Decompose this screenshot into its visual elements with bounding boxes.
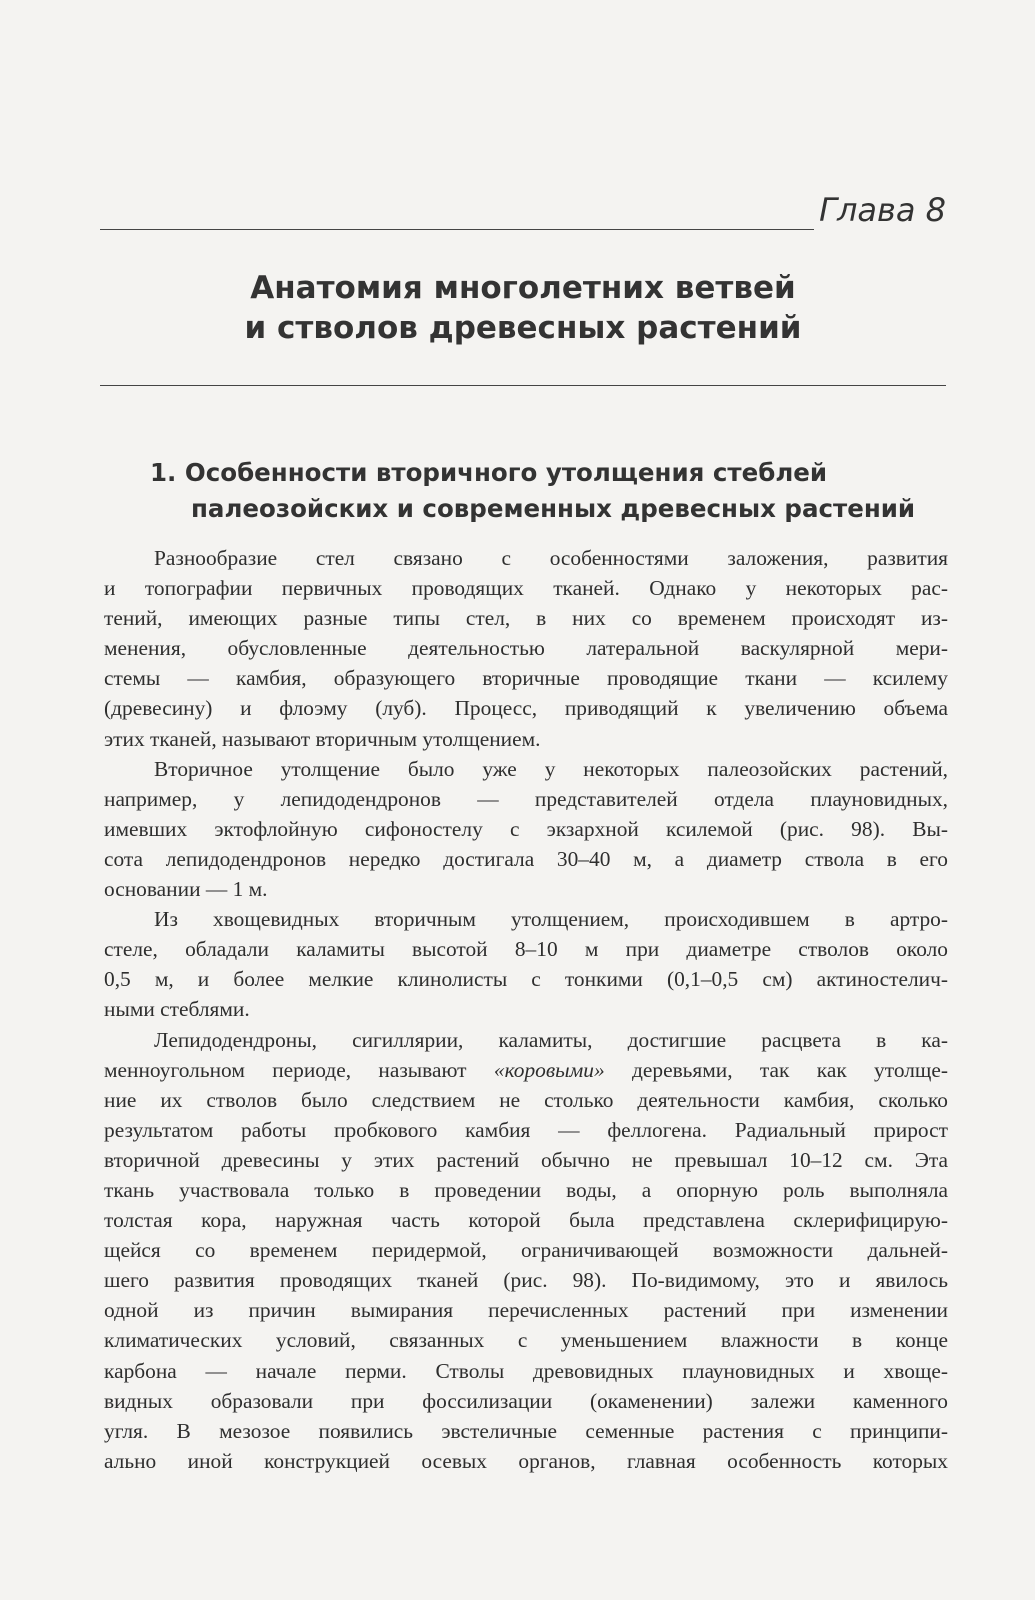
- paragraph: [104, 543, 948, 754]
- text-line: ными стеблями.: [104, 997, 250, 1022]
- text-line: (древесину) и флоэму (луб). Процесс, приводящий к увеличению объема: [104, 696, 948, 721]
- text-line: тений, имеющих разные типы стел, в них со временем происходят из-: [104, 606, 948, 631]
- text-line: вторичной древесины у этих растений обычно не превышал 10–12 см. Эта: [104, 1147, 948, 1172]
- text-line: сота лепидодендронов нередко достигала 30–40 м, а диаметр ствола в его: [104, 846, 948, 871]
- text-line: менения, обусловленные деятельностью латеральной васкулярной мери-: [104, 636, 948, 661]
- section-heading: [150, 455, 940, 527]
- chapter-rule: [100, 229, 814, 230]
- text-line: ткань участвовала только в проведении воды, а опорную роль выполняла: [104, 1177, 948, 1202]
- text-line: толстая кора, наружная часть которой была представлена склерифицирую-: [104, 1208, 948, 1233]
- chapter-title: [100, 268, 946, 348]
- text-line: ние их стволов было следствием не столько деятельности камбия, сколько: [104, 1087, 948, 1112]
- text-line: климатических условий, связанных с уменьшением влажности в конце: [104, 1328, 948, 1353]
- text-line: результатом работы пробкового камбия — феллогена. Радиальный прирост: [104, 1117, 948, 1142]
- text-line: Из хвощевидных вторичным утолщением, происходившем в артро-: [154, 907, 948, 932]
- text-line: [104, 1055, 948, 1085]
- text-line: Вторичное утолщение было уже у некоторых палеозойских растений,: [154, 756, 948, 781]
- emphasis-term: «коровыми»: [493, 1057, 605, 1082]
- text-run: менноугольном периоде, называют: [104, 1057, 494, 1082]
- text-line: стеле, обладали каламиты высотой 8–10 м при диаметре стволов около: [104, 937, 948, 962]
- text-line: щейся со временем перидермой, ограничивающей возможности дальней-: [104, 1238, 948, 1263]
- text-line: одной из причин вымирания перечисленных растений при изменении: [104, 1298, 948, 1323]
- text-line: Лепидодендроны, сигиллярии, каламиты, достигшие расцвета в ка-: [154, 1027, 948, 1052]
- text-line: и топографии первичных проводящих тканей. Однако у некоторых рас-: [104, 576, 948, 601]
- text-line: шего развития проводящих тканей (рис. 98). По-видимому, это и явилось: [104, 1268, 948, 1293]
- text-line: ально иной конструкцией осевых органов, главная особенность которых: [104, 1448, 948, 1473]
- section-heading-line: 1. Особенности вторичного утолщения стеблей: [150, 458, 828, 487]
- text-line: стемы — камбия, образующего вторичные проводящие ткани — ксилему: [104, 666, 948, 691]
- text-line: основании — 1 м.: [104, 877, 268, 902]
- body-text: [104, 543, 948, 1476]
- text-line: угля. В мезозое появились эвстеличные семенные растения с принципи-: [104, 1418, 948, 1443]
- paragraph: [104, 904, 948, 1024]
- chapter-title-line: Анатомия многолетних ветвей: [250, 270, 796, 306]
- chapter-title-line: и стволов древесных растений: [244, 310, 802, 346]
- title-divider: [100, 385, 946, 386]
- text-line: например, у лепидодендронов — представителей отдела плауновидных,: [104, 786, 948, 811]
- text-run: деревьями, так как утолще-: [604, 1057, 948, 1082]
- text-line: 0,5 м, и более мелкие клинолисты с тонкими (0,1–0,5 см) актиностелич-: [104, 967, 948, 992]
- section-heading-line: палеозойских и современных древесных растений: [191, 494, 916, 523]
- text-line: этих тканей, называют вторичным утолщением.: [104, 726, 541, 751]
- chapter-header: [100, 190, 946, 234]
- text-line: Разнообразие стел связано с особенностями заложения, развития: [154, 546, 948, 570]
- text-line: имевших эктофлойную сифоностелу с экзархной ксилемой (рис. 98). Вы-: [104, 816, 948, 841]
- paragraph: [104, 754, 948, 904]
- text-line: видных образовали при фоссилизации (окаменении) залежи каменного: [104, 1388, 948, 1413]
- paragraph: [104, 1025, 948, 1476]
- text-line: карбона — начале перми. Стволы древовидных плауновидных и хвоще-: [104, 1358, 948, 1383]
- chapter-label: Глава 8: [819, 191, 946, 229]
